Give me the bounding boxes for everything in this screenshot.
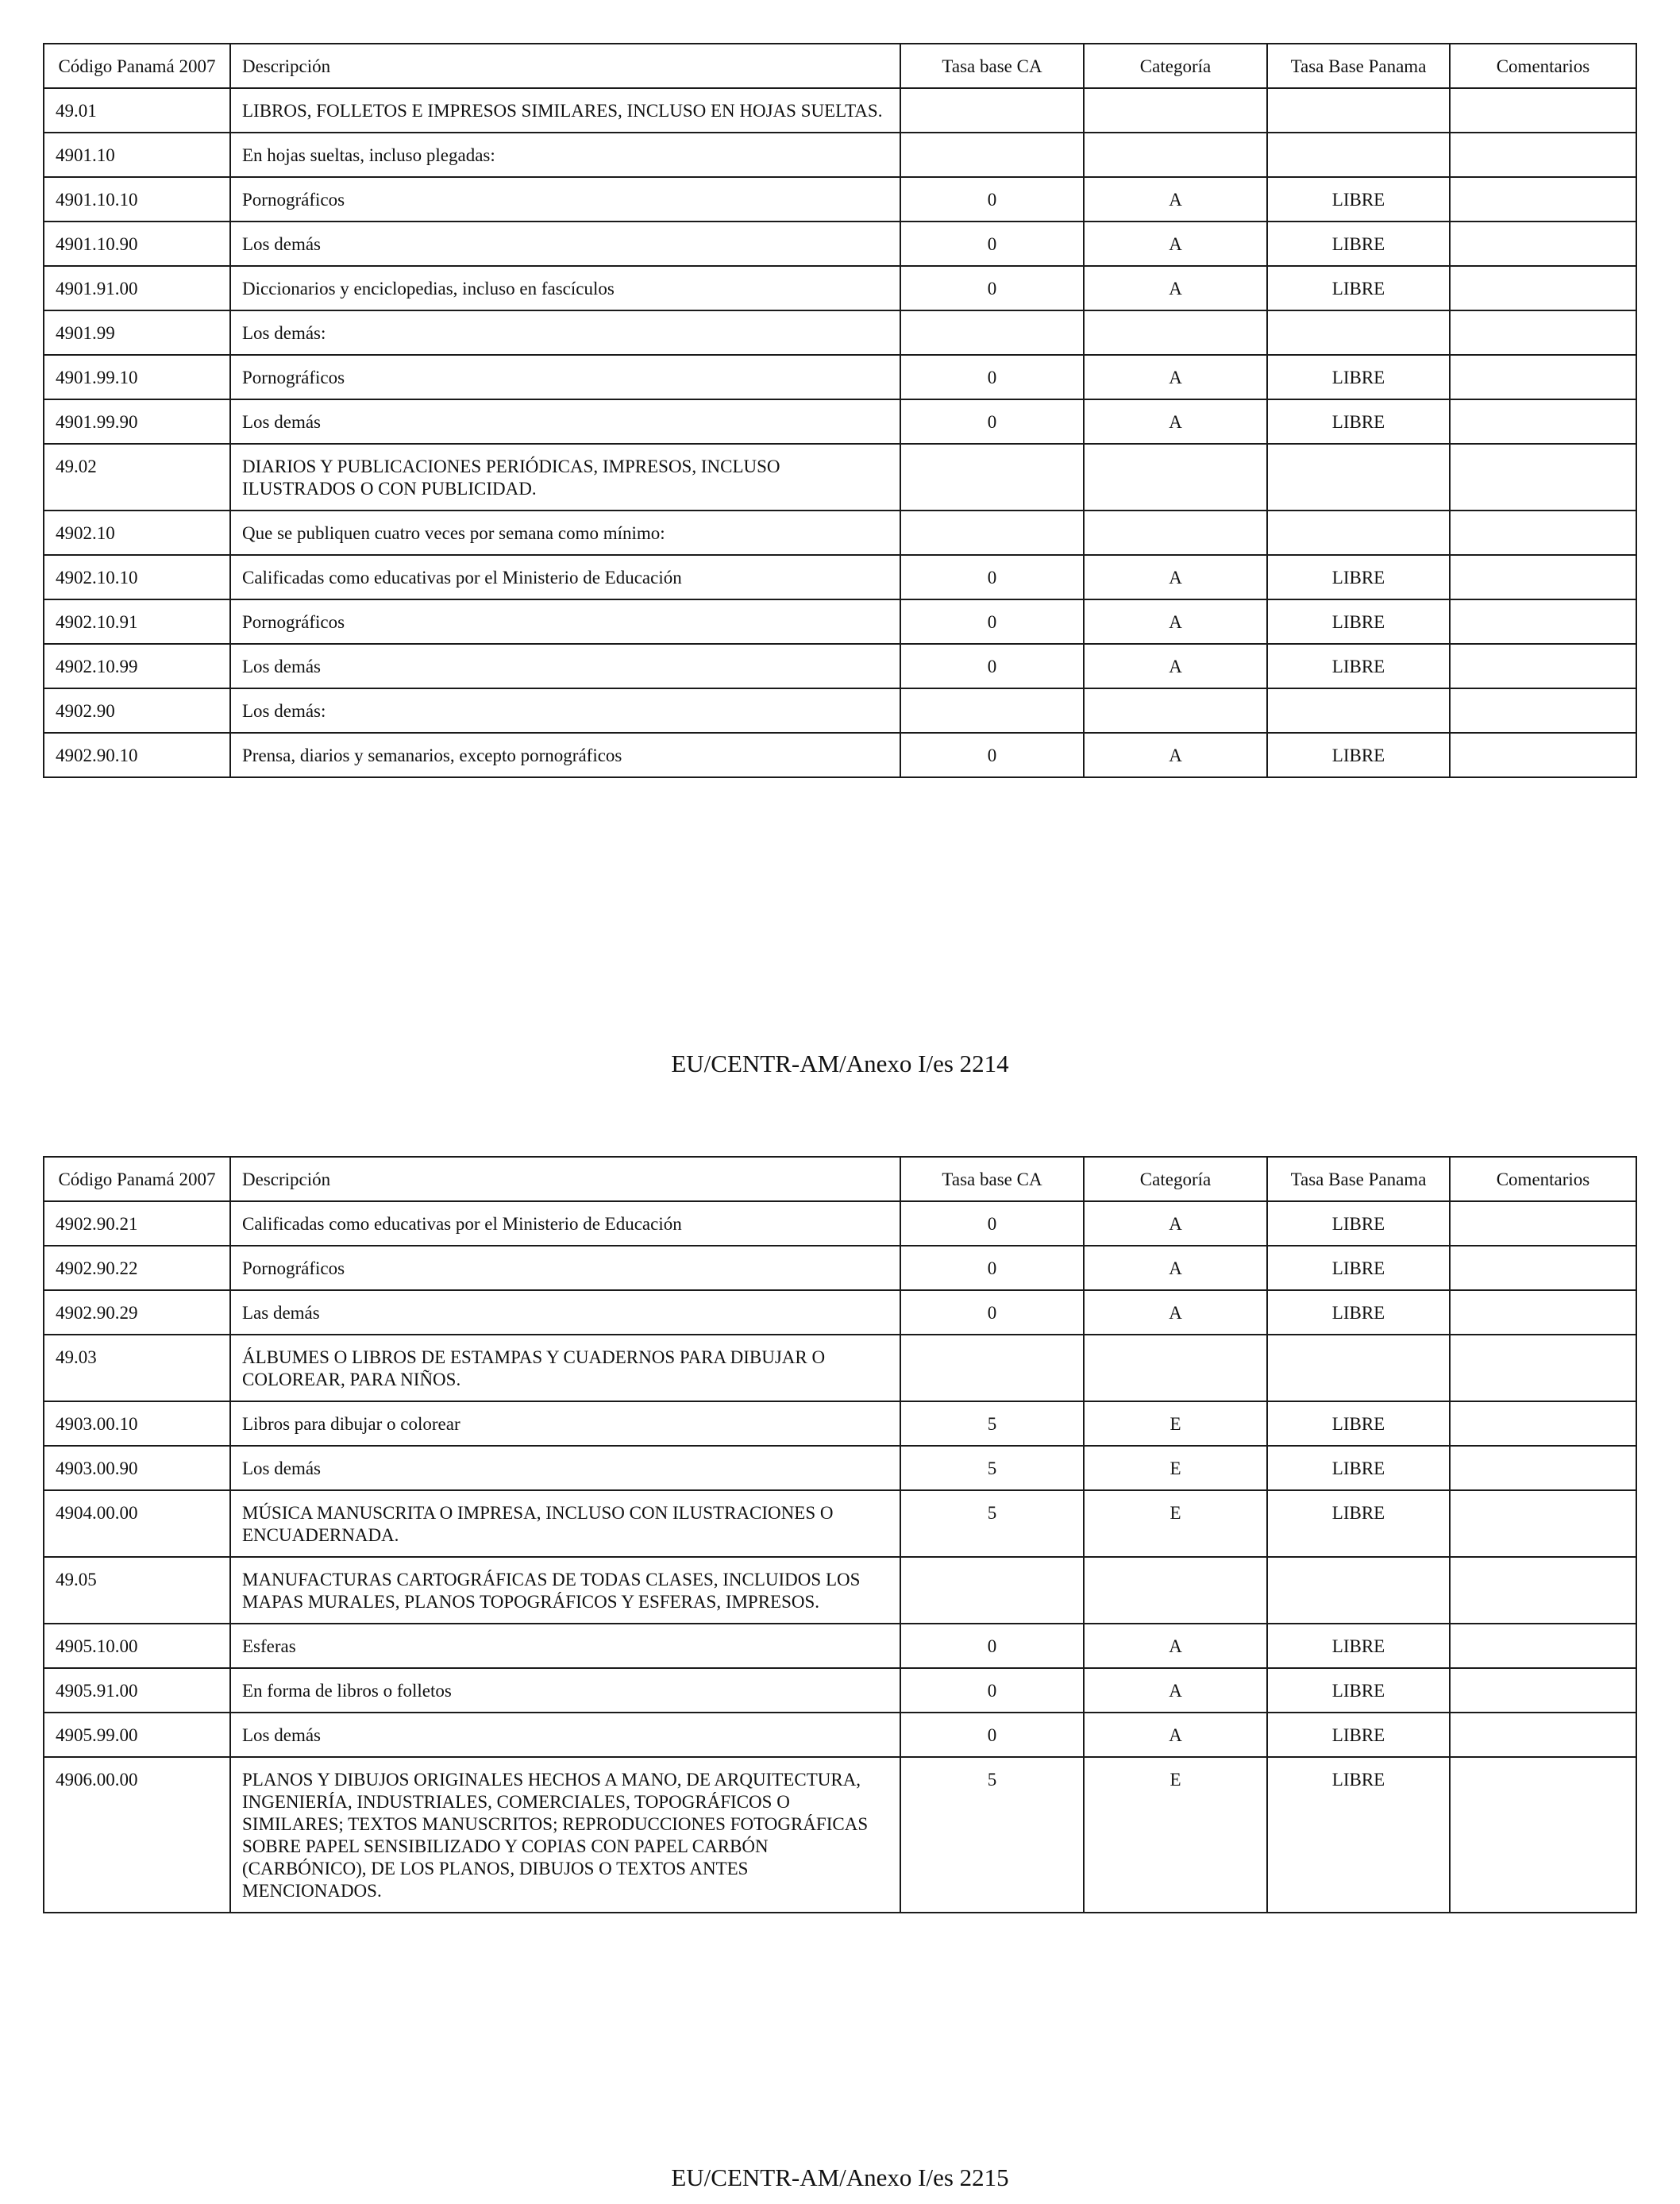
cell-description: DIARIOS Y PUBLICACIONES PERIÓDICAS, IMPRESOS, INCLUSO ILUSTRADOS O CON PUBLICIDAD.	[230, 444, 900, 511]
cell-code: 4902.90	[44, 688, 230, 733]
cell-comments	[1450, 555, 1636, 599]
cell-code: 49.02	[44, 444, 230, 511]
cell-category: E	[1084, 1490, 1267, 1557]
cell-category: A	[1084, 1201, 1267, 1246]
header-code: Código Panamá 2007	[44, 1157, 230, 1201]
cell-code: 4906.00.00	[44, 1757, 230, 1913]
cell-description: Pornográficos	[230, 177, 900, 222]
cell-description: Los demás:	[230, 688, 900, 733]
header-description: Descripción	[230, 1157, 900, 1201]
cell-code: 4902.90.21	[44, 1201, 230, 1246]
cell-rate-ca	[900, 1335, 1084, 1401]
cell-category	[1084, 1335, 1267, 1401]
cell-code: 4901.10	[44, 133, 230, 177]
cell-rate-panama: LIBRE	[1267, 222, 1450, 266]
table-row	[44, 1401, 1636, 1446]
cell-rate-panama: LIBRE	[1267, 644, 1450, 688]
cell-rate-panama	[1267, 688, 1450, 733]
cell-category	[1084, 133, 1267, 177]
cell-comments	[1450, 1201, 1636, 1246]
cell-rate-panama	[1267, 1557, 1450, 1624]
cell-rate-ca: 0	[900, 555, 1084, 599]
cell-category: A	[1084, 222, 1267, 266]
table-header-row	[44, 44, 1636, 88]
cell-category: A	[1084, 355, 1267, 399]
table-row	[44, 688, 1636, 733]
cell-comments	[1450, 177, 1636, 222]
table-header-row	[44, 1157, 1636, 1201]
cell-rate-ca	[900, 88, 1084, 133]
cell-description: Las demás	[230, 1290, 900, 1335]
cell-rate-panama: LIBRE	[1267, 1490, 1450, 1557]
cell-category	[1084, 310, 1267, 355]
cell-description: Pornográficos	[230, 355, 900, 399]
cell-category: A	[1084, 266, 1267, 310]
tariff-table-page-2214	[43, 43, 1637, 778]
table-row	[44, 88, 1636, 133]
table-row	[44, 1668, 1636, 1713]
table-row	[44, 644, 1636, 688]
cell-code: 4902.90.29	[44, 1290, 230, 1335]
cell-comments	[1450, 1246, 1636, 1290]
cell-comments	[1450, 644, 1636, 688]
cell-category: A	[1084, 1713, 1267, 1757]
cell-comments	[1450, 310, 1636, 355]
cell-rate-ca: 0	[900, 1201, 1084, 1246]
cell-rate-panama: LIBRE	[1267, 1401, 1450, 1446]
header-rate-ca: Tasa base CA	[900, 44, 1084, 88]
table-row	[44, 511, 1636, 555]
table-row	[44, 444, 1636, 511]
cell-comments	[1450, 688, 1636, 733]
cell-comments	[1450, 1490, 1636, 1557]
cell-comments	[1450, 1401, 1636, 1446]
cell-comments	[1450, 1624, 1636, 1668]
page-footer-2214: EU/CENTR-AM/Anexo I/es 2214	[671, 1050, 1009, 1077]
table-row	[44, 1446, 1636, 1490]
cell-comments	[1450, 1757, 1636, 1913]
cell-rate-panama: LIBRE	[1267, 399, 1450, 444]
cell-description: MÚSICA MANUSCRITA O IMPRESA, INCLUSO CON ILUSTRACIONES O ENCUADERNADA.	[230, 1490, 900, 1557]
cell-rate-ca: 5	[900, 1401, 1084, 1446]
cell-rate-panama: LIBRE	[1267, 555, 1450, 599]
cell-rate-panama: LIBRE	[1267, 355, 1450, 399]
table-body	[44, 1201, 1636, 1913]
cell-rate-panama: LIBRE	[1267, 599, 1450, 644]
cell-description: ÁLBUMES O LIBROS DE ESTAMPAS Y CUADERNOS PARA DIBUJAR O COLOREAR, PARA NIÑOS.	[230, 1335, 900, 1401]
table-row	[44, 555, 1636, 599]
cell-comments	[1450, 133, 1636, 177]
header-rate-panama: Tasa Base Panama	[1267, 1157, 1450, 1201]
cell-code: 4903.00.90	[44, 1446, 230, 1490]
cell-rate-panama: LIBRE	[1267, 1668, 1450, 1713]
cell-rate-ca: 0	[900, 1290, 1084, 1335]
table-row	[44, 1557, 1636, 1624]
table-row	[44, 1335, 1636, 1401]
cell-rate-panama: LIBRE	[1267, 177, 1450, 222]
cell-category: E	[1084, 1757, 1267, 1913]
cell-code: 4902.10.91	[44, 599, 230, 644]
cell-code: 4905.91.00	[44, 1668, 230, 1713]
cell-rate-ca: 0	[900, 399, 1084, 444]
cell-code: 49.03	[44, 1335, 230, 1401]
header-rate-ca: Tasa base CA	[900, 1157, 1084, 1201]
table-row	[44, 355, 1636, 399]
cell-description: Diccionarios y enciclopedias, incluso en fascículos	[230, 266, 900, 310]
cell-description: Libros para dibujar o colorear	[230, 1401, 900, 1446]
cell-category: A	[1084, 555, 1267, 599]
header-comments: Comentarios	[1450, 44, 1636, 88]
cell-description: Pornográficos	[230, 599, 900, 644]
cell-rate-ca: 0	[900, 1713, 1084, 1757]
cell-rate-ca: 0	[900, 1668, 1084, 1713]
cell-code: 4902.10	[44, 511, 230, 555]
table-row	[44, 222, 1636, 266]
cell-comments	[1450, 733, 1636, 777]
cell-description: Los demás	[230, 399, 900, 444]
cell-category	[1084, 1557, 1267, 1624]
cell-code: 4905.10.00	[44, 1624, 230, 1668]
cell-code: 49.05	[44, 1557, 230, 1624]
cell-comments	[1450, 355, 1636, 399]
cell-category: A	[1084, 399, 1267, 444]
cell-comments	[1450, 1335, 1636, 1401]
cell-category: A	[1084, 1668, 1267, 1713]
cell-code: 4901.10.90	[44, 222, 230, 266]
table-row	[44, 733, 1636, 777]
cell-description: Pornográficos	[230, 1246, 900, 1290]
cell-description: En forma de libros o folletos	[230, 1668, 900, 1713]
cell-code: 4904.00.00	[44, 1490, 230, 1557]
cell-comments	[1450, 1446, 1636, 1490]
cell-rate-ca: 5	[900, 1446, 1084, 1490]
cell-rate-panama	[1267, 444, 1450, 511]
cell-rate-panama	[1267, 88, 1450, 133]
table-row	[44, 599, 1636, 644]
cell-description: Prensa, diarios y semanarios, excepto pornográficos	[230, 733, 900, 777]
header-comments: Comentarios	[1450, 1157, 1636, 1201]
cell-comments	[1450, 599, 1636, 644]
cell-comments	[1450, 266, 1636, 310]
cell-comments	[1450, 399, 1636, 444]
cell-category: E	[1084, 1401, 1267, 1446]
cell-code: 4901.91.00	[44, 266, 230, 310]
table-row	[44, 1246, 1636, 1290]
cell-rate-ca	[900, 133, 1084, 177]
cell-category	[1084, 511, 1267, 555]
cell-code: 4901.10.10	[44, 177, 230, 222]
cell-rate-ca: 5	[900, 1490, 1084, 1557]
cell-description: Calificadas como educativas por el Ministerio de Educación	[230, 555, 900, 599]
cell-rate-ca	[900, 444, 1084, 511]
cell-rate-ca: 0	[900, 644, 1084, 688]
table-row	[44, 1624, 1636, 1668]
cell-comments	[1450, 222, 1636, 266]
table-row	[44, 1201, 1636, 1246]
header-rate-panama: Tasa Base Panama	[1267, 44, 1450, 88]
cell-rate-ca	[900, 310, 1084, 355]
cell-description: Los demás	[230, 1713, 900, 1757]
cell-rate-panama: LIBRE	[1267, 733, 1450, 777]
cell-rate-panama: LIBRE	[1267, 1757, 1450, 1913]
cell-category: A	[1084, 177, 1267, 222]
tariff-table-page-2215	[43, 1156, 1637, 1913]
page-footer-2215: EU/CENTR-AM/Anexo I/es 2215	[671, 2164, 1009, 2191]
cell-category	[1084, 88, 1267, 133]
cell-code: 4901.99.90	[44, 399, 230, 444]
cell-category: A	[1084, 733, 1267, 777]
cell-rate-ca: 0	[900, 266, 1084, 310]
cell-rate-ca: 0	[900, 599, 1084, 644]
cell-category: A	[1084, 1290, 1267, 1335]
cell-rate-panama: LIBRE	[1267, 1246, 1450, 1290]
cell-rate-panama: LIBRE	[1267, 266, 1450, 310]
cell-code: 49.01	[44, 88, 230, 133]
cell-description: Los demás	[230, 644, 900, 688]
cell-rate-ca: 0	[900, 177, 1084, 222]
cell-comments	[1450, 1668, 1636, 1713]
cell-rate-ca: 5	[900, 1757, 1084, 1913]
cell-rate-panama: LIBRE	[1267, 1290, 1450, 1335]
cell-comments	[1450, 444, 1636, 511]
cell-code: 4902.90.10	[44, 733, 230, 777]
header-category: Categoría	[1084, 1157, 1267, 1201]
cell-comments	[1450, 1557, 1636, 1624]
cell-category: A	[1084, 1624, 1267, 1668]
cell-rate-panama: LIBRE	[1267, 1713, 1450, 1757]
cell-rate-panama	[1267, 511, 1450, 555]
cell-category	[1084, 688, 1267, 733]
cell-rate-panama: LIBRE	[1267, 1624, 1450, 1668]
cell-description: Los demás:	[230, 310, 900, 355]
cell-category: A	[1084, 644, 1267, 688]
cell-description: Esferas	[230, 1624, 900, 1668]
table-row	[44, 1757, 1636, 1913]
cell-description: Los demás	[230, 222, 900, 266]
cell-comments	[1450, 88, 1636, 133]
cell-category	[1084, 444, 1267, 511]
cell-rate-ca: 0	[900, 733, 1084, 777]
table-row	[44, 133, 1636, 177]
cell-code: 4902.10.99	[44, 644, 230, 688]
cell-rate-panama: LIBRE	[1267, 1201, 1450, 1246]
table-row	[44, 177, 1636, 222]
cell-rate-ca	[900, 1557, 1084, 1624]
table-body	[44, 88, 1636, 777]
cell-comments	[1450, 1290, 1636, 1335]
header-code: Código Panamá 2007	[44, 44, 230, 88]
cell-rate-ca: 0	[900, 355, 1084, 399]
table-row	[44, 399, 1636, 444]
cell-category: A	[1084, 1246, 1267, 1290]
cell-rate-ca: 0	[900, 1246, 1084, 1290]
cell-code: 4902.10.10	[44, 555, 230, 599]
table-row	[44, 1290, 1636, 1335]
cell-description: Que se publiquen cuatro veces por semana como mínimo:	[230, 511, 900, 555]
cell-description: Calificadas como educativas por el Ministerio de Educación	[230, 1201, 900, 1246]
cell-rate-panama: LIBRE	[1267, 1446, 1450, 1490]
cell-rate-ca	[900, 511, 1084, 555]
header-description: Descripción	[230, 44, 900, 88]
table-row	[44, 1713, 1636, 1757]
cell-code: 4903.00.10	[44, 1401, 230, 1446]
table-row	[44, 266, 1636, 310]
cell-rate-panama	[1267, 310, 1450, 355]
header-category: Categoría	[1084, 44, 1267, 88]
cell-code: 4902.90.22	[44, 1246, 230, 1290]
cell-rate-panama	[1267, 133, 1450, 177]
cell-code: 4901.99	[44, 310, 230, 355]
cell-comments	[1450, 511, 1636, 555]
cell-description: En hojas sueltas, incluso plegadas:	[230, 133, 900, 177]
cell-code: 4901.99.10	[44, 355, 230, 399]
table-row	[44, 310, 1636, 355]
cell-description: MANUFACTURAS CARTOGRÁFICAS DE TODAS CLASES, INCLUIDOS LOS MAPAS MURALES, PLANOS TOPOGRÁFICOS Y ESFERAS, IMPRESOS.	[230, 1557, 900, 1624]
cell-rate-ca: 0	[900, 1624, 1084, 1668]
cell-description: PLANOS Y DIBUJOS ORIGINALES HECHOS A MANO, DE ARQUITECTURA, INGENIERÍA, INDUSTRIALES, COMERCIALES, TOPOGRÁFICOS O SIMILARES; TEXTOS MANUSCRITOS; REPRODUCCIONES FOTOGRÁFICAS SOBRE PAPEL SENSIBILIZADO Y COPIAS CON PAPEL CARBÓN (CARBÓNICO), DE LOS PLANOS, DIBUJOS O TEXTOS ANTES MENCIONADOS.	[230, 1757, 900, 1913]
cell-description: Los demás	[230, 1446, 900, 1490]
table-row	[44, 1490, 1636, 1557]
cell-description: LIBROS, FOLLETOS E IMPRESOS SIMILARES, INCLUSO EN HOJAS SUELTAS.	[230, 88, 900, 133]
cell-comments	[1450, 1713, 1636, 1757]
cell-rate-panama	[1267, 1335, 1450, 1401]
cell-code: 4905.99.00	[44, 1713, 230, 1757]
cell-category: E	[1084, 1446, 1267, 1490]
cell-rate-ca: 0	[900, 222, 1084, 266]
cell-category: A	[1084, 599, 1267, 644]
cell-rate-ca	[900, 688, 1084, 733]
